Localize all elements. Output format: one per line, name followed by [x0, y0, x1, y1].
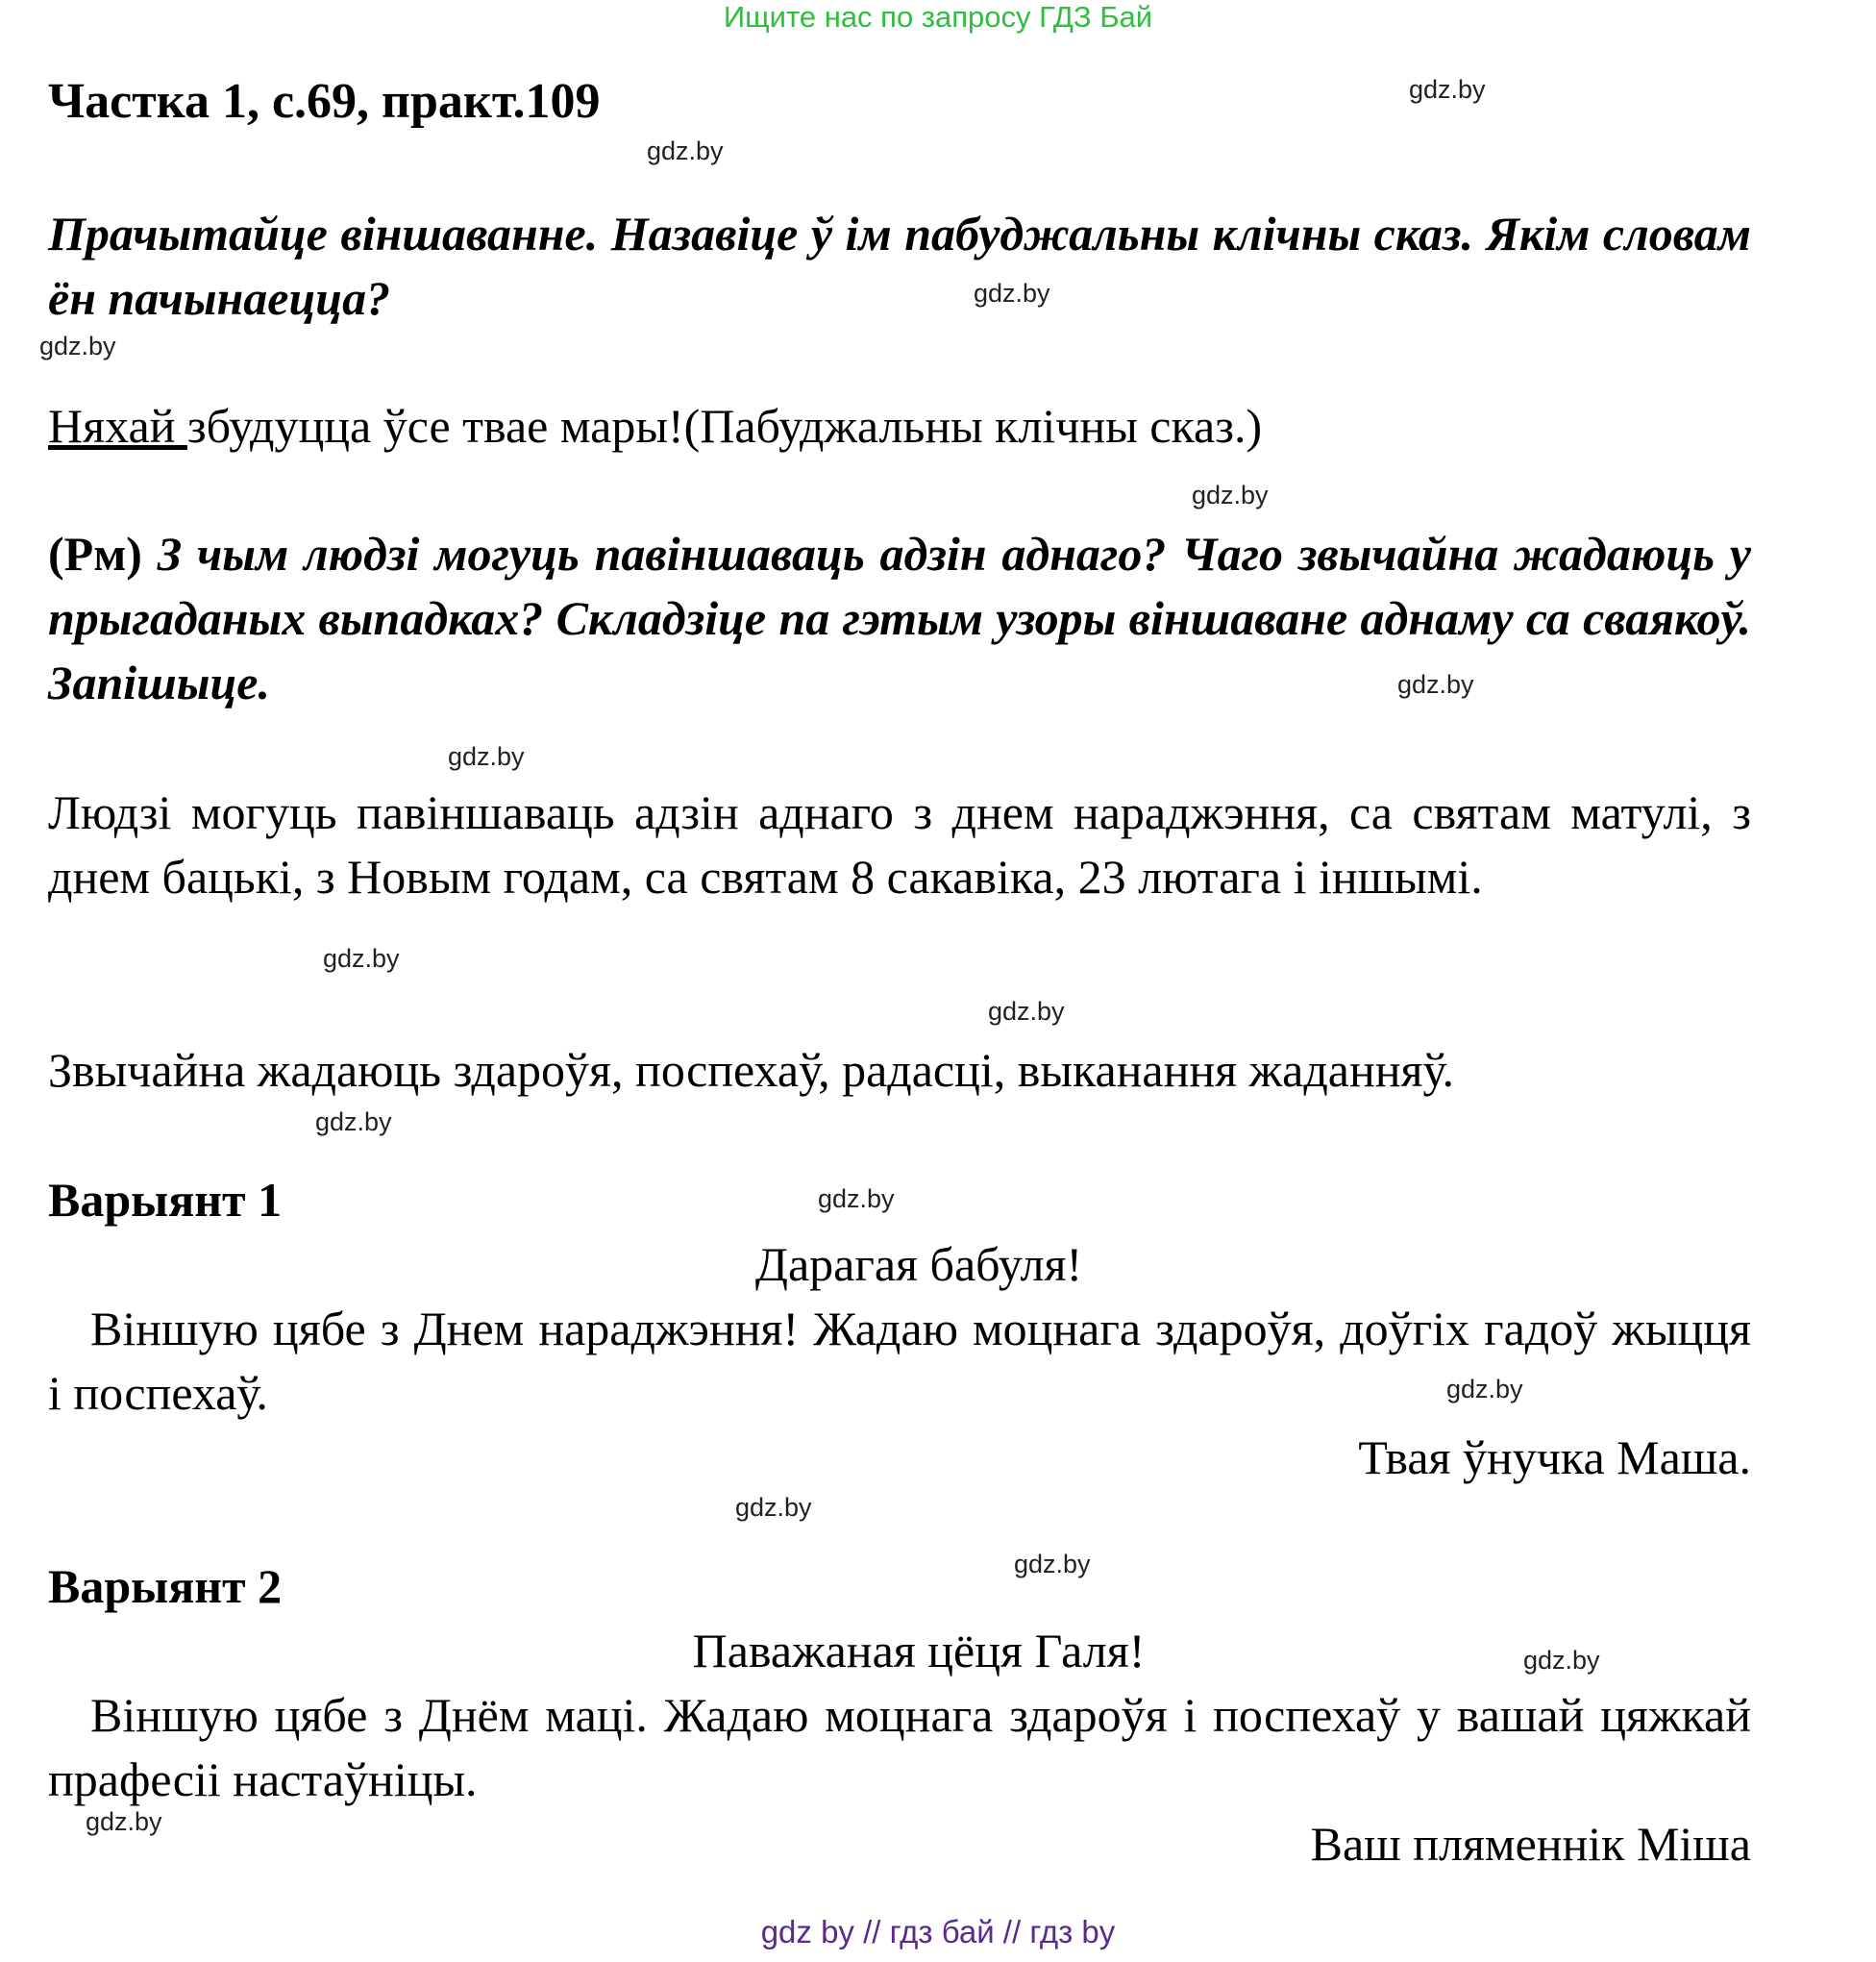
answer-1 [48, 394, 1751, 459]
variant-2-body: Віншую цябе з Днём маці. Жадаю моцнага здароўя і поспехаў у вашай цяжкай прафесіі настаўніцы. [48, 1688, 1751, 1806]
watermark: gdz.by [1446, 1375, 1523, 1403]
watermark: gdz.by [647, 137, 724, 165]
watermark: gdz.by [315, 1107, 392, 1136]
footer-links: gdz by // гдз бай // гдз by [760, 1914, 1116, 1950]
watermark: gdz.by [818, 1184, 895, 1213]
task-1-text: Прачытайце віншаванне. Назавіце ў ім пабуджальны клічны сказ. Якім словам ён пачынаецца? [48, 207, 1751, 325]
task-2-prefix: (Рм) [48, 527, 158, 581]
variant-2-signature: Ваш пляменнік Міша [1310, 1817, 1751, 1871]
page-title: Частка 1, с.69, практ.109 [48, 74, 601, 129]
variant-2-heading: Варыянт 2 [48, 1559, 283, 1613]
task-2-body: З чым людзі могуць павіншаваць адзін аднаго? Чаго звычайна жадаюць у прыгаданых выпадках? Складзіце па гэтым узоры віншаване аднаму са сваякоў. Запішыце. [48, 527, 1751, 709]
variant-1-greeting: Дарагая бабуля! [754, 1237, 1083, 1291]
search-banner: Ищите нас по запросу ГДЗ Бай [723, 0, 1153, 34]
watermark: gdz.by [1523, 1646, 1600, 1675]
task-2-text [48, 522, 1751, 715]
variant-2-greeting: Паважаная цёця Галя! [692, 1624, 1146, 1677]
watermark: gdz.by [1409, 75, 1486, 104]
watermark: gdz.by [988, 997, 1065, 1026]
watermark: gdz.by [1397, 670, 1474, 699]
watermark: gdz.by [1014, 1550, 1091, 1578]
answer-1-rest: збудуцца ўсе твае мары!(Пабуджальны клічны сказ.) [186, 399, 1263, 453]
watermark: gdz.by [39, 332, 116, 360]
watermark: gdz.by [974, 279, 1050, 308]
variant-1-signature: Твая ўнучка Маша. [1358, 1430, 1751, 1484]
watermark: gdz.by [448, 742, 525, 771]
watermark: gdz.by [86, 1807, 162, 1836]
answer-2: Людзі могуць павіншаваць адзін аднаго з днем нараджэння, са святам матулі, з днем бацькі, з Новым годам, са святам 8 сакавіка, 23 лютага і іншымі. [48, 785, 1751, 904]
underlined-word: Няхай [48, 399, 187, 453]
watermark: gdz.by [1192, 481, 1269, 509]
variant-1-heading: Варыянт 1 [48, 1173, 283, 1227]
variant-1-body: Віншую цябе з Днем нараджэння! Жадаю моцнага здароўя, доўгіх гадоў жыцця і поспехаў. [48, 1302, 1751, 1420]
watermark: gdz.by [735, 1493, 812, 1522]
answer-3: Звычайна жадаюць здароўя, поспехаў, радасці, выканання жаданняў. [48, 1043, 1455, 1097]
watermark: gdz.by [323, 944, 400, 973]
